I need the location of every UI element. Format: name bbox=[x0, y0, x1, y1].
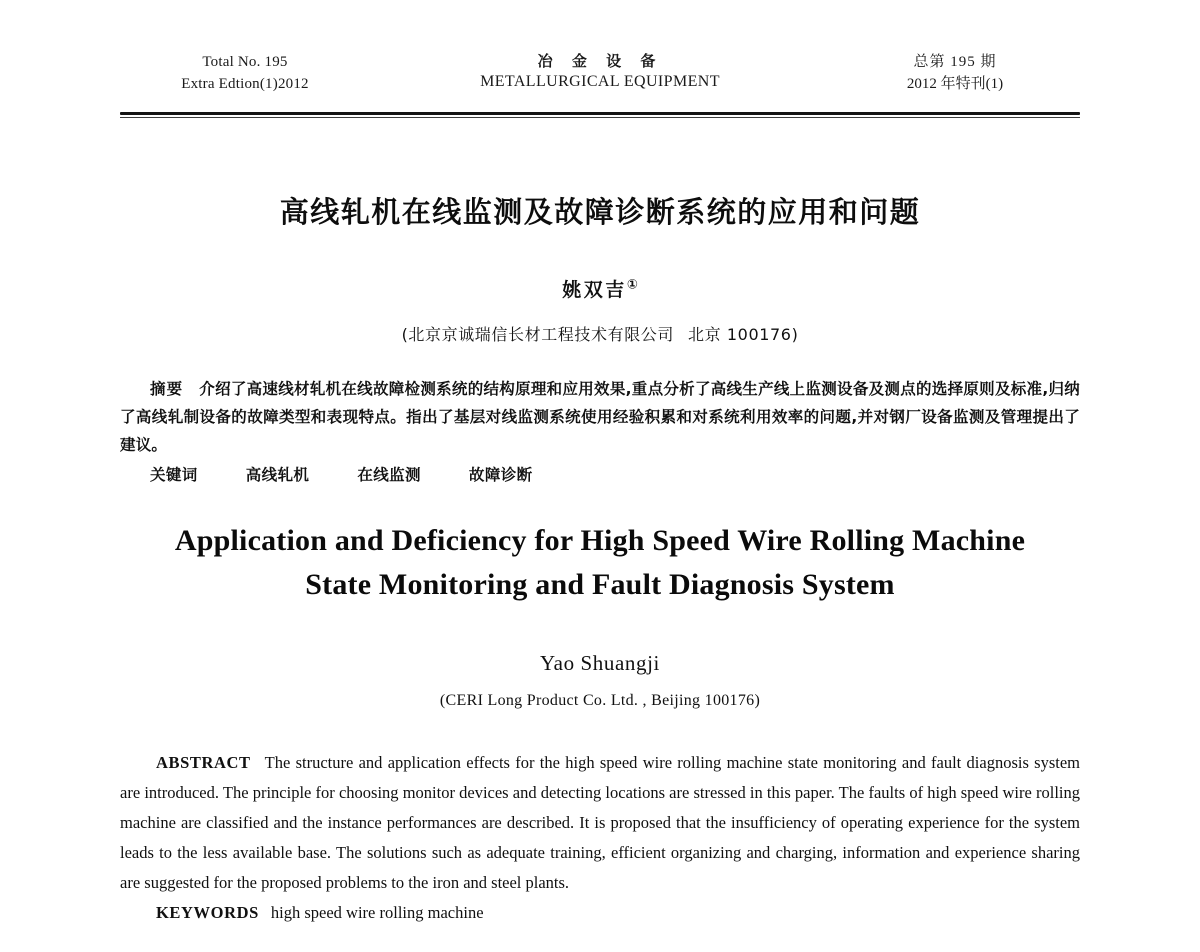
keywords-en-label: KEYWORDS bbox=[156, 903, 259, 922]
page-title-en-line2: State Monitoring and Fault Diagnosis System bbox=[305, 568, 895, 601]
page-title-cn: 高线轧机在线监测及故障诊断系统的应用和问题 bbox=[279, 195, 921, 229]
author-footnote-marker: ① bbox=[626, 277, 638, 293]
abstract-en-label: ABSTRACT bbox=[156, 753, 251, 772]
page-title-en bbox=[120, 519, 1080, 607]
header-rule-group bbox=[120, 108, 1080, 118]
keywords-en bbox=[120, 898, 1080, 928]
abstract-cn bbox=[120, 375, 1080, 459]
keyword-cn-item: 故障诊断 bbox=[468, 466, 533, 484]
header-rule-thin bbox=[120, 117, 1080, 118]
keywords-cn bbox=[120, 461, 1080, 489]
abstract-en bbox=[120, 748, 1080, 898]
author-affiliation-en: (CERI Long Product Co. Ltd. , Beijing 100176) bbox=[439, 692, 761, 709]
keyword-cn-item: 高线轧机 bbox=[245, 466, 310, 484]
issue-edition-en: Extra Edtion(1)2012 bbox=[181, 75, 309, 92]
abstract-cn-body: 介绍了高速线材轧机在线故障检测系统的结构原理和应用效果,重点分析了高线生产线上监测设备及测点的选择原则及标准,归纳了高线轧制设备的故障类型和表现特点。指出了基层对线监测系统使用经验积累和对系统利用效率的问题,并对钢厂设备监测及管理提出了建议。 bbox=[120, 380, 1080, 454]
author-name-cn-text: 姚双吉 bbox=[562, 279, 627, 301]
keywords-en-body: high speed wire rolling machine bbox=[270, 903, 484, 922]
author-affiliation-cn bbox=[120, 322, 1080, 345]
author-name-en: Yao Shuangji bbox=[539, 651, 660, 675]
header-rule-thick bbox=[120, 112, 1080, 115]
running-head-center bbox=[370, 52, 830, 91]
journal-name-en: METALLURGICAL EQUIPMENT bbox=[480, 72, 720, 90]
keyword-cn-item: 在线监测 bbox=[357, 466, 421, 484]
abstract-en-body: The structure and application effects for the high speed wire rolling machine state monitoring and fault diagnosis system are introduced. The principle for choosing monitor devices and detecting locations are stressed in this paper. The faults of high speed wire rolling machine are classified and the instance performances are described. It is proposed that the insufficiency of operating experience for the system leads to the less available base. The solutions such as adequate training, efficient organizing and charging, information and experience sharing are suggested for the proposed problems to the iron and steel plants. bbox=[120, 753, 1080, 892]
keywords-cn-label: 关键词 bbox=[150, 466, 198, 484]
journal-name-cn: 冶 金 设 备 bbox=[537, 52, 663, 70]
issue-total-number-cn: 总第 195 期 bbox=[913, 54, 997, 70]
affiliation-cn-city: 北京 100176) bbox=[688, 325, 799, 344]
abstract-cn-label: 摘要 bbox=[150, 380, 184, 398]
running-head-right bbox=[830, 52, 1080, 96]
issue-total-number: Total No. 195 bbox=[202, 54, 288, 70]
running-head-left bbox=[120, 52, 370, 96]
author-name-cn bbox=[120, 275, 1080, 302]
page-title-en-line1: Application and Deficiency for High Speed Wire Rolling Machine bbox=[174, 524, 1026, 557]
issue-edition-cn: 2012 年特刊(1) bbox=[906, 75, 1004, 92]
running-head bbox=[120, 0, 1080, 108]
affiliation-cn-org: (北京京诚瑞信长材工程技术有限公司 bbox=[401, 325, 675, 344]
